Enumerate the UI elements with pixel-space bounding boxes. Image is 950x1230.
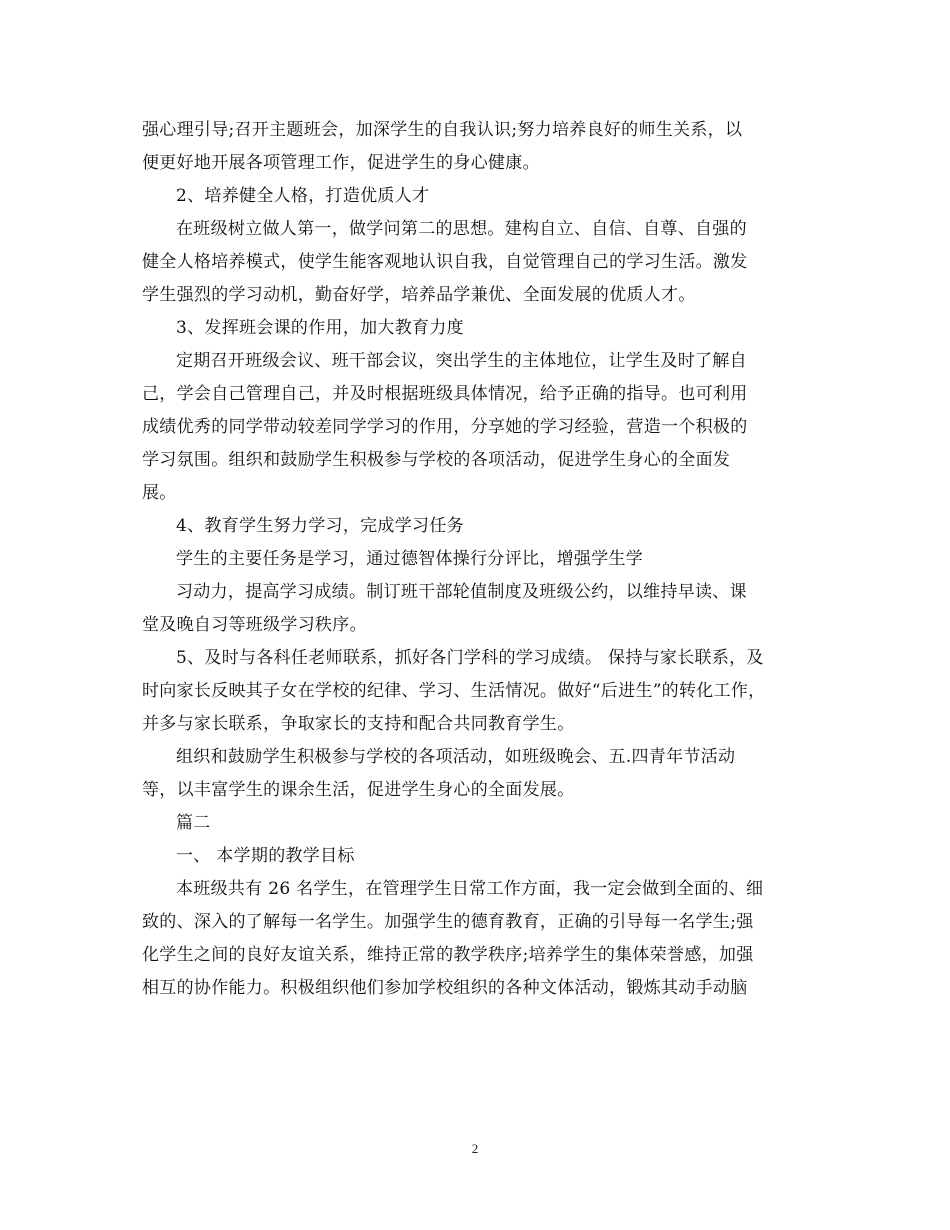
text-line: 等，以丰富学生的课余生活，促进学生身心的全面发展。 [142, 780, 575, 800]
text-line: 习动力，提高学习成绩。制订班干部轮值制度及班级公约，以维持早读、课 [176, 582, 747, 602]
text-line: 相互的协作能力。积极组织他们参加学校组织的各种文体活动，锻炼其动手动脑 [142, 978, 748, 998]
text-line: 堂及晚自习等班级学习秩序。 [142, 615, 367, 635]
text-line: 学生的主要任务是学习，通过德智体操行分评比，增强学生学 [176, 549, 644, 569]
text-line: 组织和鼓励学生积极参与学校的各项活动，如班级晚会、五.四青年节活动 [176, 747, 736, 767]
page-number: 2 [471, 1141, 479, 1156]
text-line: 成绩优秀的同学带动较差同学学习的作用，分享她的学习经验，营造一个积极的 [142, 417, 748, 437]
section-heading: 3、发挥班会课的作用，加大教育力度 [176, 318, 464, 338]
part-heading: 篇二 [176, 813, 211, 833]
text-line: 学习氛围。组织和鼓励学生积极参与学校的各项活动，促进学生身心的全面发 [142, 450, 731, 470]
section-heading: 4、教育学生努力学习，完成学习任务 [176, 516, 464, 536]
text-line: 健全人格培养模式，使学生能客观地认识自我，自觉管理自己的学习生活。激发 [142, 252, 748, 272]
text-line: 学生强烈的学习动机，勤奋好学，培养品学兼优、全面发展的优质人才。 [142, 285, 696, 305]
text-line: 展。 [142, 483, 177, 503]
text-line: 在班级树立做人第一，做学问第二的思想。建构自立、自信、自尊、自强的 [176, 219, 747, 239]
section-heading: 一、 本学期的教学目标 [176, 846, 355, 866]
section-heading: 5、及时与各科任老师联系，抓好各门学科的学习成绩。 保持与家长联系，及 [176, 648, 764, 668]
text-line: 化学生之间的良好友谊关系，维持正常的教学秩序;培养学生的集体荣誉感，加强 [142, 945, 754, 965]
document-body [142, 114, 812, 1005]
text-line: 便更好地开展各项管理工作，促进学生的身心健康。 [142, 153, 540, 173]
section-heading: 2、培养健全人格，打造优质人才 [176, 186, 430, 206]
text-line: 强心理引导;召开主题班会，加深学生的自我认识;努力培养良好的师生关系，以 [142, 120, 743, 140]
text-line: 己，学会自己管理自己，并及时根据班级具体情况，给予正确的指导。也可利用 [142, 384, 748, 404]
text-line: 时向家长反映其子女在学校的纪律、学习、生活情况。做好“后进生”的转化工作， [142, 681, 766, 701]
text-line: 并多与家长联系，争取家长的支持和配合共同教育学生。 [142, 714, 575, 734]
text-line: 致的、深入的了解每一名学生。加强学生的德育教育，正确的引导每一名学生;强 [142, 912, 754, 932]
text-line: 定期召开班级会议、班干部会议，突出学生的主体地位，让学生及时了解自 [176, 351, 747, 371]
text-line: 本班级共有 26 名学生，在管理学生日常工作方面，我一定会做到全面的、细 [176, 879, 764, 899]
